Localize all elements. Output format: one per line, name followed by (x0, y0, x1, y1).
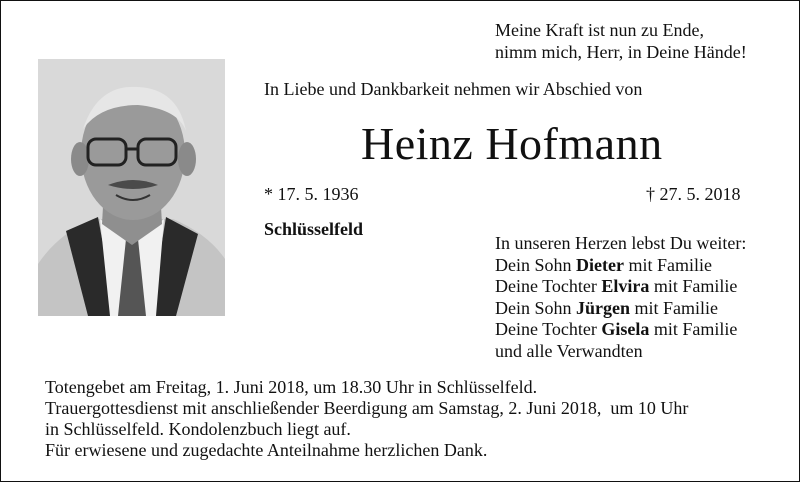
verse-line: nimm mich, Herr, in Deine Hände! (495, 42, 747, 62)
relation: Deine Tochter (495, 319, 602, 339)
relation-suffix: mit Familie (649, 319, 738, 339)
family-list (495, 233, 746, 362)
relation-suffix: mit Familie (649, 276, 738, 296)
intro-text: In Liebe und Dankbarkeit nehmen wir Abschied von (264, 79, 643, 99)
note-line: Für erwiesene und zugedachte Anteilnahme herzlichen Dank. (45, 440, 488, 460)
relation: Dein Sohn (495, 297, 576, 318)
portrait-photo (38, 59, 225, 316)
family-line (495, 255, 746, 277)
family-line (495, 276, 746, 298)
family-line (495, 298, 746, 320)
note-line: Totengebet am Freitag, 1. Juni 2018, um 18.30 Uhr in Schlüsselfeld. (45, 377, 538, 397)
family-closing: und alle Verwandten (495, 340, 643, 361)
hometown: Schlüsselfeld (264, 219, 364, 239)
death-date: † 27. 5. 2018 (646, 184, 741, 204)
note-line: in Schlüsselfeld. Kondolenzbuch liegt auf. (45, 419, 351, 439)
relative-name: Dieter (576, 254, 624, 275)
service-notes (45, 377, 688, 461)
birth-date: * 17. 5. 1936 (264, 184, 359, 204)
relative-name: Jürgen (576, 297, 630, 318)
relative-name: Gisela (601, 319, 650, 339)
family-line (495, 319, 746, 341)
relation: Deine Tochter (495, 276, 602, 296)
portrait-illustration (38, 59, 225, 316)
relation-suffix: mit Familie (623, 254, 712, 275)
relative-name: Elvira (601, 276, 650, 296)
verse-line: Meine Kraft ist nun zu Ende, (495, 20, 704, 40)
deceased-name: Heinz Hofmann (361, 118, 663, 169)
relation: Dein Sohn (495, 254, 576, 275)
note-line: Trauergottesdienst mit anschließender Beerdigung am Samstag, 2. Juni 2018, um 10 Uhr (45, 398, 689, 418)
relation-suffix: mit Familie (630, 297, 718, 318)
verse (495, 19, 747, 63)
family-heading: In unseren Herzen lebst Du weiter: (495, 233, 747, 253)
